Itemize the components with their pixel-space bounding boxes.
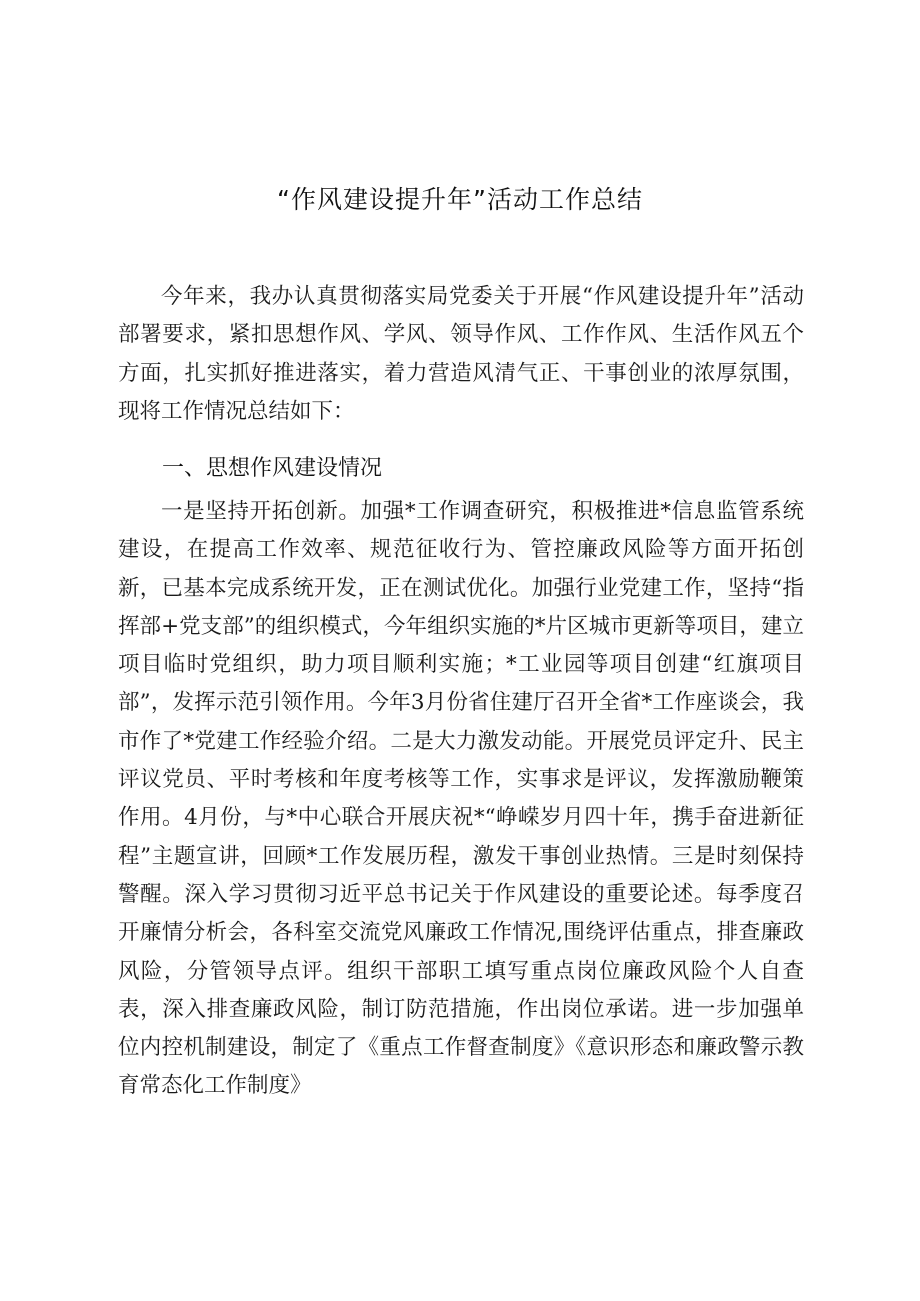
- intro-paragraph: 今年来，我办认真贯彻落实局党委关于开展“作风建设提升年”活动部署要求，紧扣思想作风、学风、领导作风、工作作风、生活作风五个方面，扎实抓好推进落实，着力营造风清气正、干事创业的浓厚氛围，现将工作情况总结如下：: [118, 284, 804, 424]
- section-paragraph: 一是坚持开拓创新。加强*工作调查研究，积极推进*信息监管系统建设，在提高工作效率、规范征收行为、管控廉政风险等方面开拓创新，已基本完成系统开发，正在测试优化。加强行业党建工作，坚持“指挥部+党支部”的组织模式，今年组织实施的*片区城市更新等项目，建立项目临时党组织，助力项目顺利实施；*工业园等项目创建“红旗项目部”，发挥示范引领作用。今年3月份省住建厅召开全省*工作座谈会，我市作了*党建工作经验介绍。二是大力激发动能。开展党员评定升、民主评议党员、平时考核和年度考核等工作，实事求是评议，发挥激励鞭策作用。4月份，与*中心联合开展庆祝*“峥嵘岁月四十年，携手奋进新征程”主题宣讲，回顾*工作发展历程，激发干事创业热情。三是时刻保持警醒。深入学习贯彻习近平总书记关于作风建设的重要论述。每季度召开廉情分析会，各科室交流党风廉政工作情况,围绕评估重点，排查廉政风险，分管领导点评。组织干部职工填写重点岗位廉政风险个人自查表，深入排查廉政风险，制订防范措施，作出岗位承诺。进一步加强单位内控机制建设，制定了《重点工作督查制度》《意识形态和廉政警示教育常态化工作制度》: [118, 499, 804, 1099]
- document-title: “作风建设提升年”活动工作总结: [277, 185, 643, 214]
- section-heading: 一、思想作风建设情况: [162, 456, 383, 481]
